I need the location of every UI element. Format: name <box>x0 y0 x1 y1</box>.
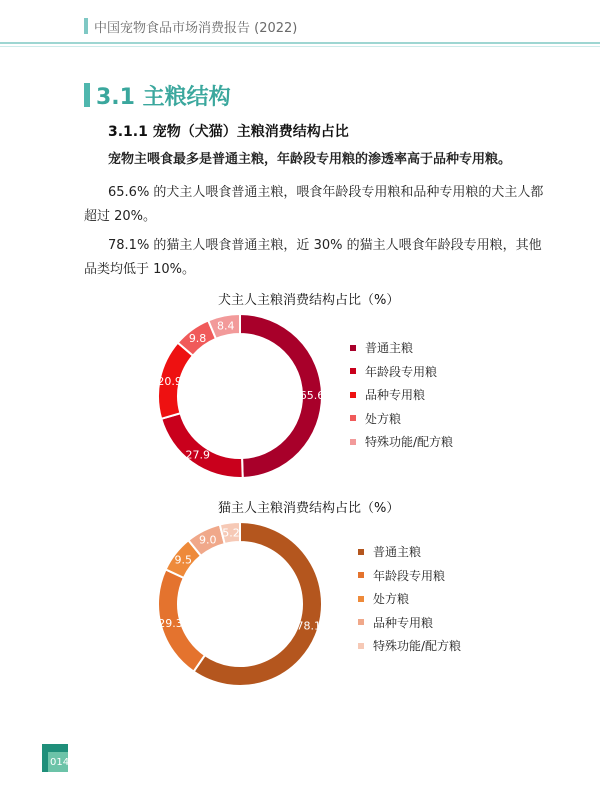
dog-slice-label-1: 27.9 <box>185 448 210 462</box>
dog-slice-label-4: 8.4 <box>217 319 235 333</box>
header-divider <box>0 42 600 44</box>
cat-legend-swatch-3 <box>358 619 364 625</box>
dog-chart-title: 犬主人主粮消费结构占比（%） <box>218 293 400 308</box>
cat-legend-label-4: 特殊功能/配方粮 <box>373 639 462 654</box>
cat-paragraph: 78.1% 的猫主人喂食普通主粮，近 30% 的猫主人喂食年龄段专用粮，其他品类均低于 10%。 <box>84 238 542 277</box>
dog-legend-swatch-2 <box>350 392 356 398</box>
dog-legend-item-0 <box>350 336 453 360</box>
dog-legend-label-4: 特殊功能/配方粮 <box>365 435 454 450</box>
dog-slice-1 <box>161 413 242 478</box>
cat-legend-item-2 <box>358 587 461 611</box>
cat-chart-title: 猫主人主粮消费结构占比（%） <box>218 501 400 516</box>
section-title: 3.1 主粮结构 <box>96 85 231 110</box>
subsection-title: 3.1.1 宠物（犬猫）主粮消费结构占比 <box>108 124 349 140</box>
page-number: 014 <box>50 757 70 768</box>
cat-legend-swatch-2 <box>358 596 364 602</box>
cat-chart-legend <box>358 540 461 658</box>
dog-legend-swatch-3 <box>350 415 356 421</box>
cat-legend-item-1 <box>358 564 461 588</box>
dog-legend-label-3: 处方粮 <box>365 411 402 426</box>
dog-legend-item-2 <box>350 383 453 407</box>
cat-slice-label-1: 29.3 <box>158 617 183 631</box>
dog-legend-label-0: 普通主粮 <box>365 341 414 356</box>
cat-legend-item-4 <box>358 634 461 658</box>
dog-paragraph: 65.6% 的犬主人喂食普通主粮，喂食年龄段专用粮和品种专用粮的犬主人都超过 20%。 <box>84 185 544 224</box>
header-accent-bar <box>84 18 88 34</box>
dog-slice-label-0: 65.6 <box>299 388 325 402</box>
cat-slice-label-3: 9.0 <box>198 533 217 547</box>
dog-legend-swatch-4 <box>350 439 356 445</box>
cat-legend-swatch-0 <box>358 549 364 555</box>
report-header-title: 中国宠物食品市场消费报告 (2022) <box>94 21 298 36</box>
dog-legend-swatch-0 <box>350 345 356 351</box>
dog-legend-item-1 <box>350 360 453 384</box>
cat-slice-label-2: 9.5 <box>174 553 192 567</box>
cat-legend-label-3: 品种专用粮 <box>373 615 434 630</box>
dog-legend-item-3 <box>350 407 453 431</box>
cat-slice-label-4: 5.2 <box>222 526 240 540</box>
dog-slice-label-3: 9.8 <box>188 331 207 345</box>
cat-legend-item-0 <box>358 540 461 564</box>
section-accent-bar <box>84 83 90 107</box>
cat-legend-label-0: 普通主粮 <box>373 545 422 560</box>
dog-legend-swatch-1 <box>350 368 356 374</box>
cat-slice-label-0: 78.1 <box>296 619 322 633</box>
cat-donut-chart <box>150 516 330 692</box>
cat-legend-swatch-4 <box>358 643 364 649</box>
cat-legend-item-3 <box>358 611 461 635</box>
cat-legend-label-2: 处方粮 <box>373 592 410 607</box>
header-divider-thin <box>0 46 600 47</box>
dog-legend-label-1: 年龄段专用粮 <box>365 364 438 379</box>
dog-legend-item-4 <box>350 430 453 454</box>
cat-legend-swatch-1 <box>358 572 364 578</box>
dog-donut-chart <box>150 308 330 484</box>
summary-paragraph: 宠物主喂食最多是普通主粮，年龄段专用粮的渗透率高于品种专用粮。 <box>108 152 512 167</box>
dog-slice-label-2: 20.9 <box>157 374 182 388</box>
cat-legend-label-1: 年龄段专用粮 <box>373 568 446 583</box>
dog-legend-label-2: 品种专用粮 <box>365 388 426 403</box>
dog-chart-legend <box>350 336 453 454</box>
